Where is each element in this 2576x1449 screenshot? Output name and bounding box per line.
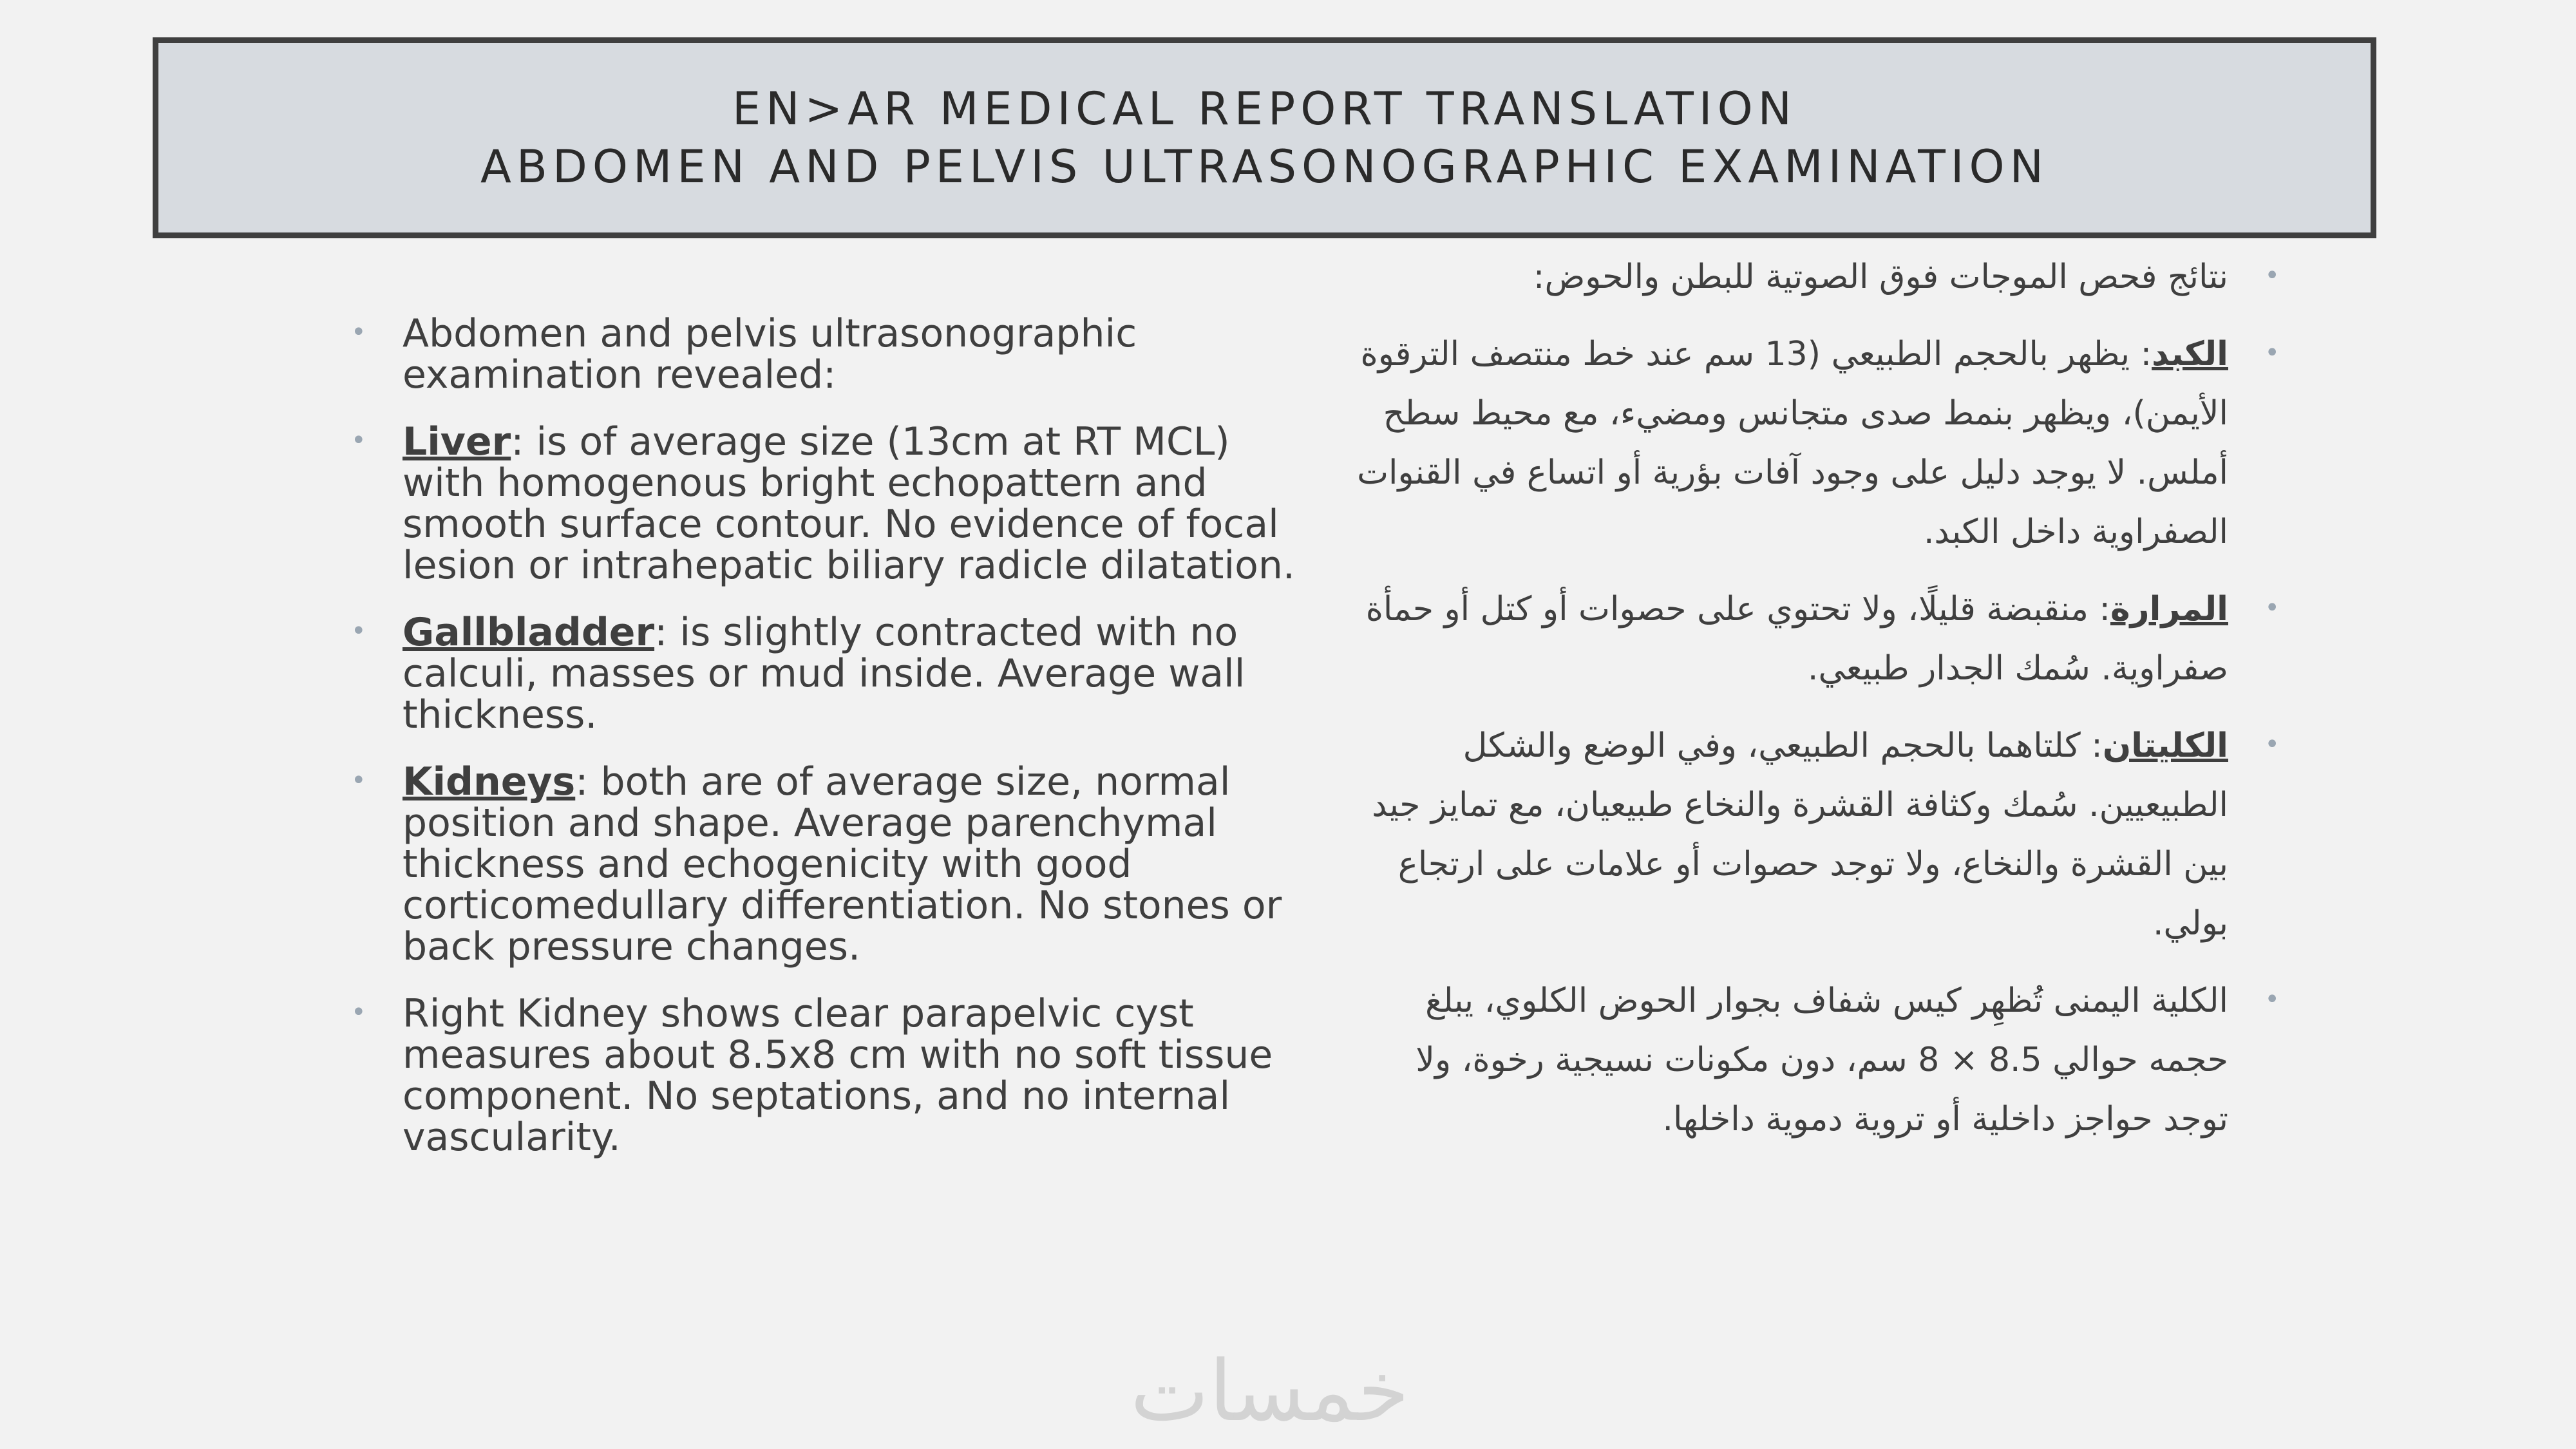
english-item-term: Kidneys [402, 759, 576, 804]
arabic-item-text: الكلية اليمنى تُظهِر كيس شفاف بجوار الحوض الكلوي، يبلغ حجمه حوالي 8.5 × 8 سم، دون مكونات نسيجية رخوة، ولا توجد حواجز داخلية أو تروية دموية داخلها. [1416, 981, 2228, 1139]
bullet-icon: • [351, 616, 366, 646]
bullet-icon: • [351, 998, 366, 1027]
arabic-item-text: نتائج فحص الموجات فوق الصوتية للبطن والحوض: [1533, 258, 2228, 296]
english-item-text: Right Kidney shows clear parapelvic cyst measures about 8.5x8 cm with no soft tissue component. No septations, and no internal vascularity. [402, 991, 1273, 1160]
title-box [153, 37, 2376, 238]
arabic-item-intro [1352, 247, 2280, 307]
english-item-gallbladder [351, 612, 1298, 735]
bullet-icon: • [2264, 338, 2280, 368]
bullet-icon: • [2264, 985, 2280, 1014]
english-item-term: Liver [402, 419, 511, 464]
bullet-icon: • [351, 426, 366, 455]
arabic-item-text: : كلتاهما بالحجم الطبيعي، وفي الوضع والشكل الطبيعيين. سُمك وكثافة القشرة والنخاع طبيعيان، مع تمايز جيد بين القشرة والنخاع، ولا توجد حصوات أو علامات على ارتجاع بولي. [1372, 726, 2228, 943]
bullet-icon: • [351, 766, 366, 795]
arabic-item-right-kidney [1352, 971, 2280, 1149]
english-item-kidneys [351, 761, 1298, 967]
bullet-icon: • [2264, 593, 2280, 623]
title-line-1: EN>AR MEDICAL REPORT TRANSLATION [732, 82, 1797, 135]
english-item-intro [351, 313, 1298, 395]
bullet-icon: • [351, 317, 366, 347]
bullet-icon: • [2264, 261, 2280, 290]
arabic-item-term: الكليتان [2102, 726, 2228, 765]
arabic-item-kidneys [1352, 716, 2280, 953]
arabic-item-liver [1352, 325, 2280, 562]
bullet-icon: • [2264, 730, 2280, 759]
title-line-2: ABDOMEN AND PELVIS ULTRASONOGRAPHIC EXAMINATION [480, 140, 2049, 193]
arabic-column [1352, 247, 2280, 1149]
english-column [351, 313, 1298, 1158]
english-item-text: : is slightly contracted with no calculi, masses or mud inside. Average wall thickness. [402, 610, 1245, 737]
arabic-item-term: الكبد [2152, 335, 2228, 374]
arabic-item-gallbladder [1352, 580, 2280, 698]
english-item-liver [351, 421, 1298, 586]
english-item-text: : both are of average size, normal position and shape. Average parenchymal thickness and echogenicity with good corticomedullary differentiation. No stones or back pressure changes. [402, 759, 1282, 969]
english-item-right-kidney [351, 993, 1298, 1158]
arabic-item-text: : منقبضة قليلًا، ولا تحتوي على حصوات أو كتل أو حمأة صفراوية. سُمك الجدار طبيعي. [1365, 590, 2228, 688]
english-item-term: Gallbladder [402, 610, 655, 655]
english-item-text: Abdomen and pelvis ultrasonographic examination revealed: [402, 311, 1137, 397]
english-item-text: : is of average size (13cm at RT MCL) with homogenous bright echopattern and smooth surface contour. No evidence of focal lesion or intrahepatic biliary radicle dilatation. [402, 419, 1295, 588]
watermark-logo: خمسات [1130, 1342, 1410, 1440]
arabic-item-term: المرارة [2110, 590, 2228, 629]
arabic-item-text: : يظهر بالحجم الطبيعي (13 سم عند خط منتصف الترقوة الأيمن)، ويظهر بنمط صدى متجانس ومضيء، مع محيط سطح أملس. لا يوجد دليل على وجود آفات بؤرية أو اتساع في القنوات الصفراوية داخل الكبد. [1357, 335, 2228, 551]
